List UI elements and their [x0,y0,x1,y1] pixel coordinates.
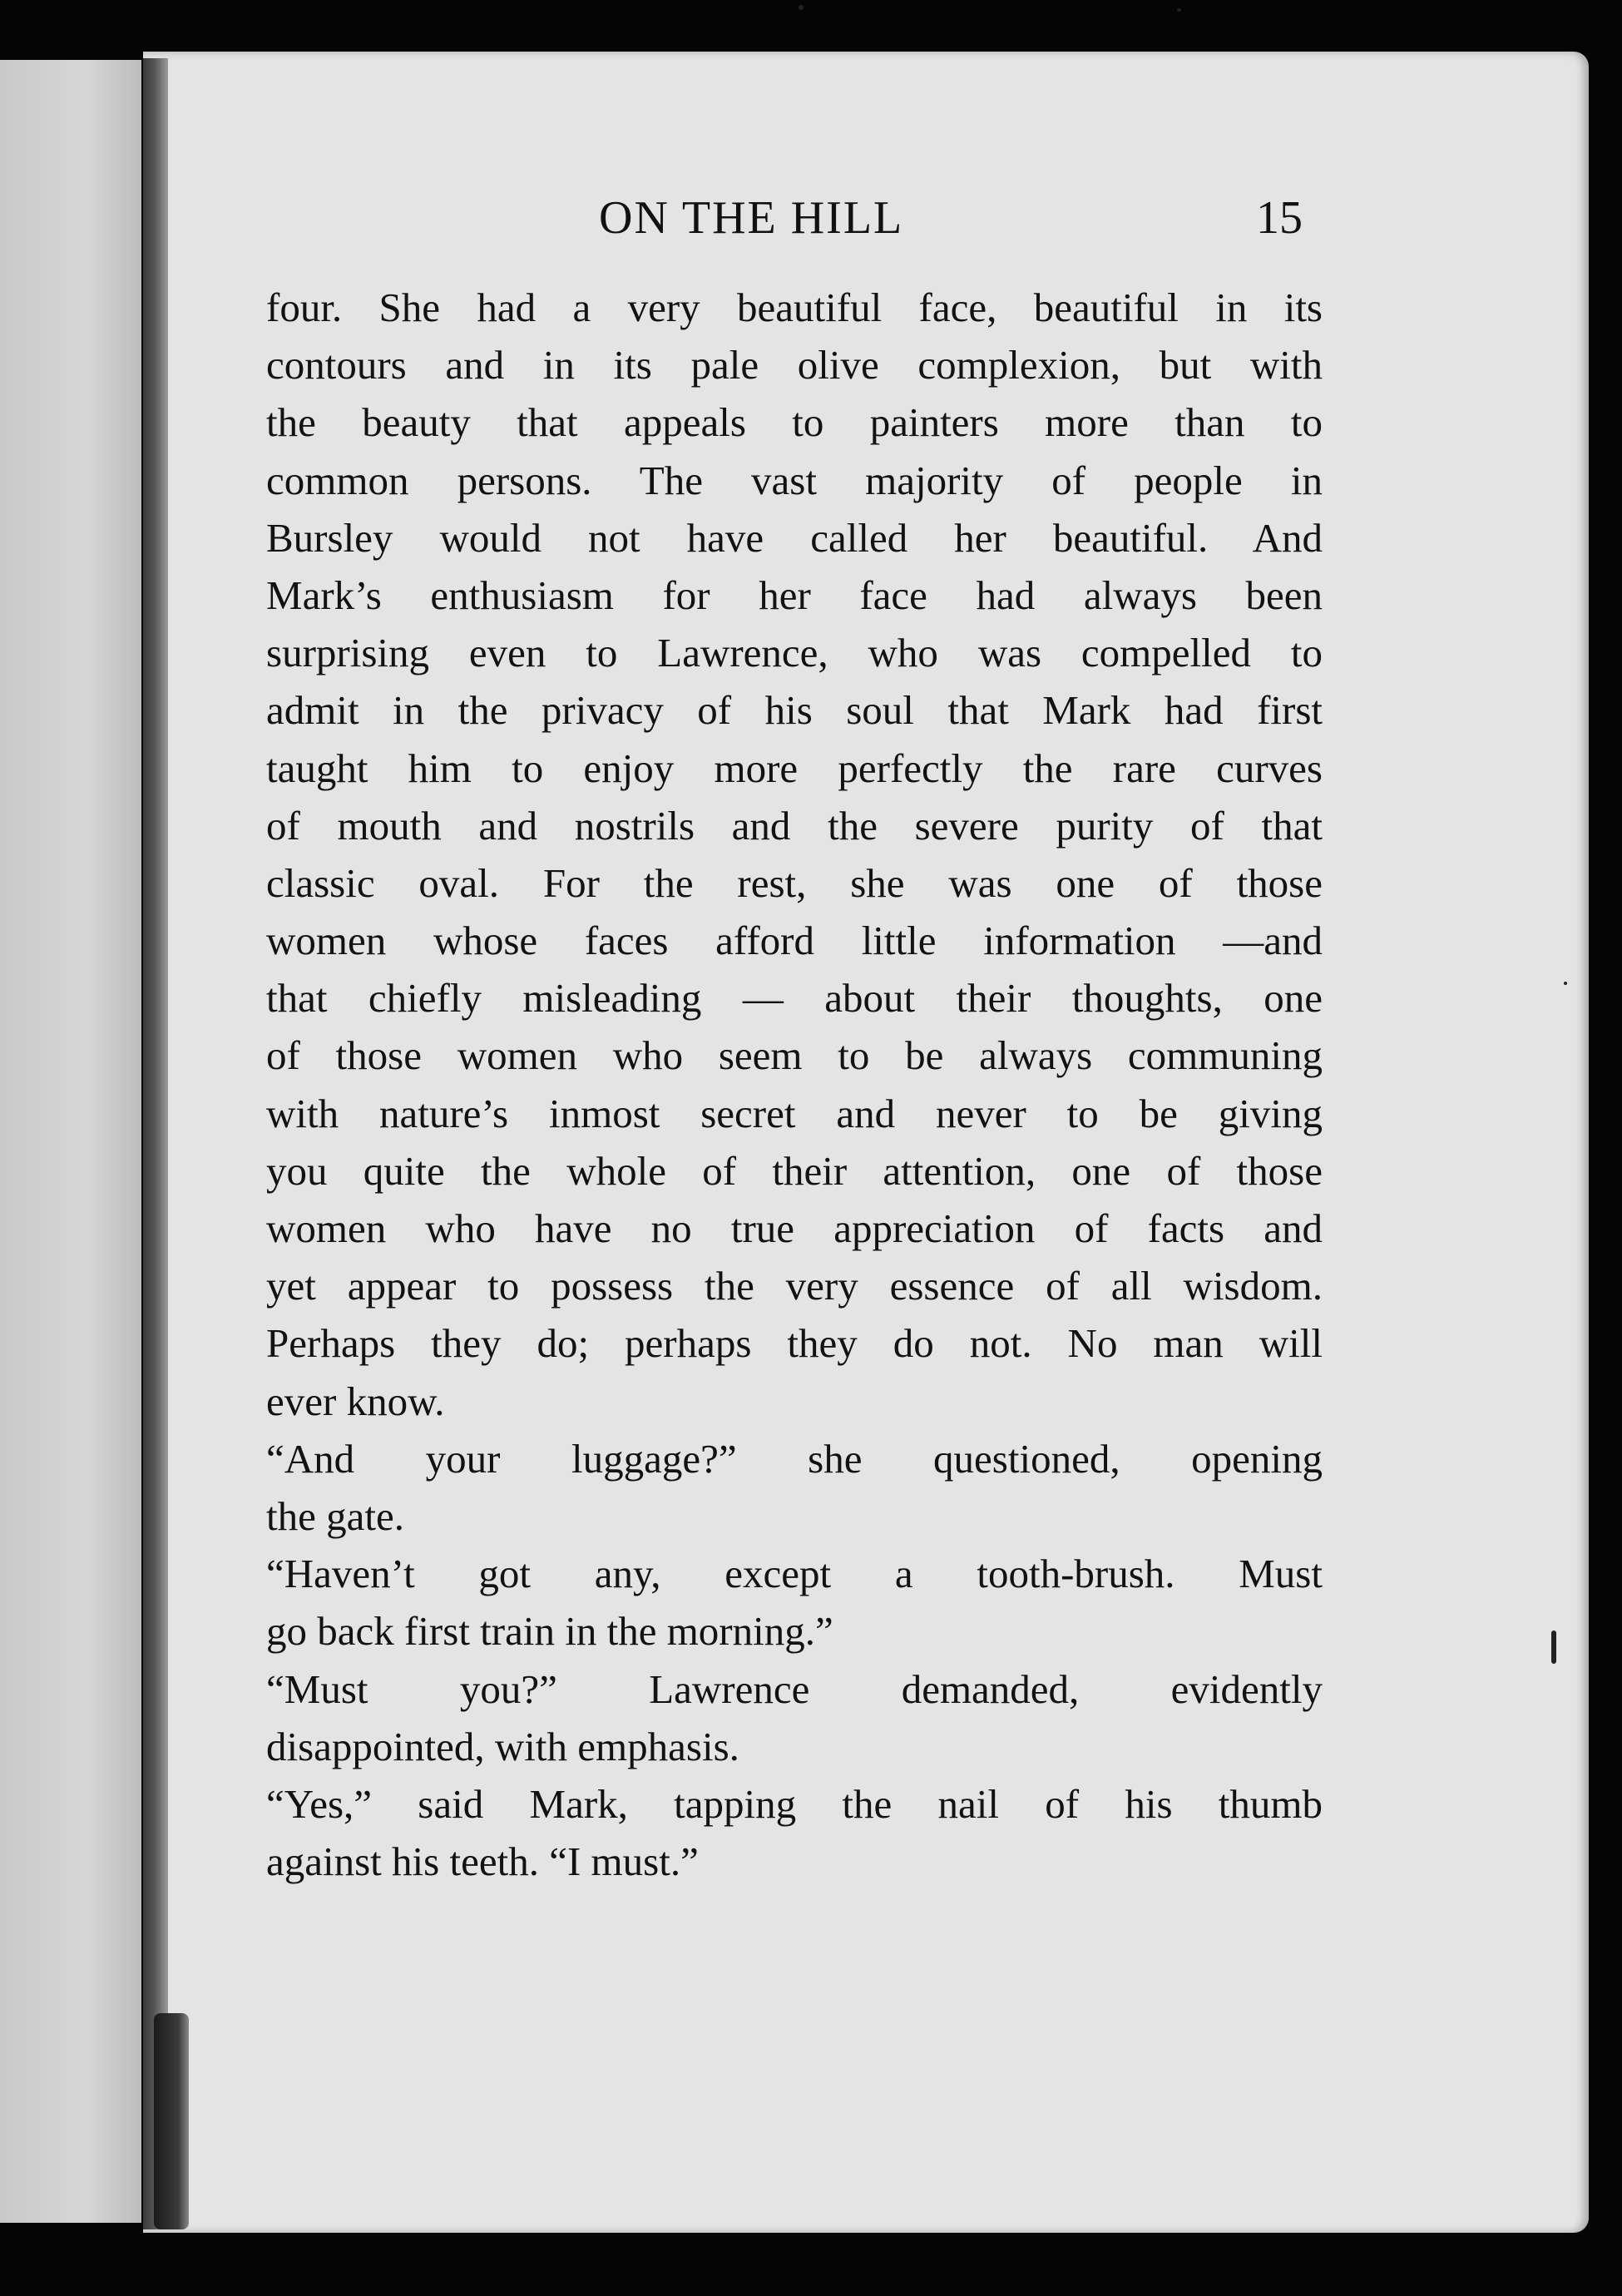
text-line: that chiefly misleading — about their thoughts, one [266,975,1323,1022]
text-line: women whose faces afford little information —and [266,918,1323,964]
page-gutter [143,58,168,2229]
text-line: against his teeth. “I must.” [266,1838,699,1885]
text-line: with nature’s inmost secret and never to be giving [266,1090,1323,1136]
text-line: four. She had a very beautiful face, beautiful in its [266,285,1323,330]
page-number: 15 [1256,192,1303,244]
scan-speck [799,5,804,10]
text-line: “Haven’t got any, except a tooth-brush. Must [266,1551,1323,1597]
text-line: Perhaps they do; perhaps they do not. No man will [266,1320,1323,1367]
text-line: classic oval. For the rest, she was one of those [266,859,1323,906]
text-line: Mark’s enthusiasm for her face had always been [266,572,1323,618]
previous-page-edge [0,60,141,2223]
text-line: “Yes,” said Mark, tapping the nail of his thumb [266,1780,1323,1827]
body-text [266,279,1323,1890]
running-title: ON THE HILL [599,192,904,244]
text-line: you quite the whole of their attention, one of those [266,1147,1323,1194]
text-line: taught him to enjoy more perfectly the rare curves [266,745,1323,791]
text-line: disappointed, with emphasis. [266,1723,739,1769]
text-line: surprising even to Lawrence, who was compelled to [266,630,1323,676]
text-line: admit in the privacy of his soul that Mark had first [266,687,1323,734]
text-line: of mouth and nostrils and the severe purity of that [266,802,1323,849]
text-line: go back first train in the morning.” [266,1608,833,1655]
text-line: contours and in its pale olive complexion, but with [266,342,1323,388]
scan-speck [1177,8,1181,12]
text-line: common persons. The vast majority of people in [266,457,1323,503]
page-gutter-shadow [154,2013,189,2229]
text-line: Bursley would not have called her beautiful. And [266,514,1323,561]
text-line: the beauty that appeals to painters more than to [266,399,1323,446]
text-line: yet appear to possess the very essence of all wisdom. [266,1263,1323,1309]
text-line: the gate. [266,1492,404,1539]
text-line: ever know. [266,1378,445,1424]
scan-speck [1564,982,1567,985]
scan-speck [1551,1630,1556,1664]
text-line: “Must you?” Lawrence demanded, evidently [266,1665,1323,1712]
text-line: of those women who seem to be always communing [266,1032,1323,1079]
text-line: women who have no true appreciation of facts and [266,1205,1323,1251]
text-line: “And your luggage?” she questioned, opening [266,1435,1323,1482]
